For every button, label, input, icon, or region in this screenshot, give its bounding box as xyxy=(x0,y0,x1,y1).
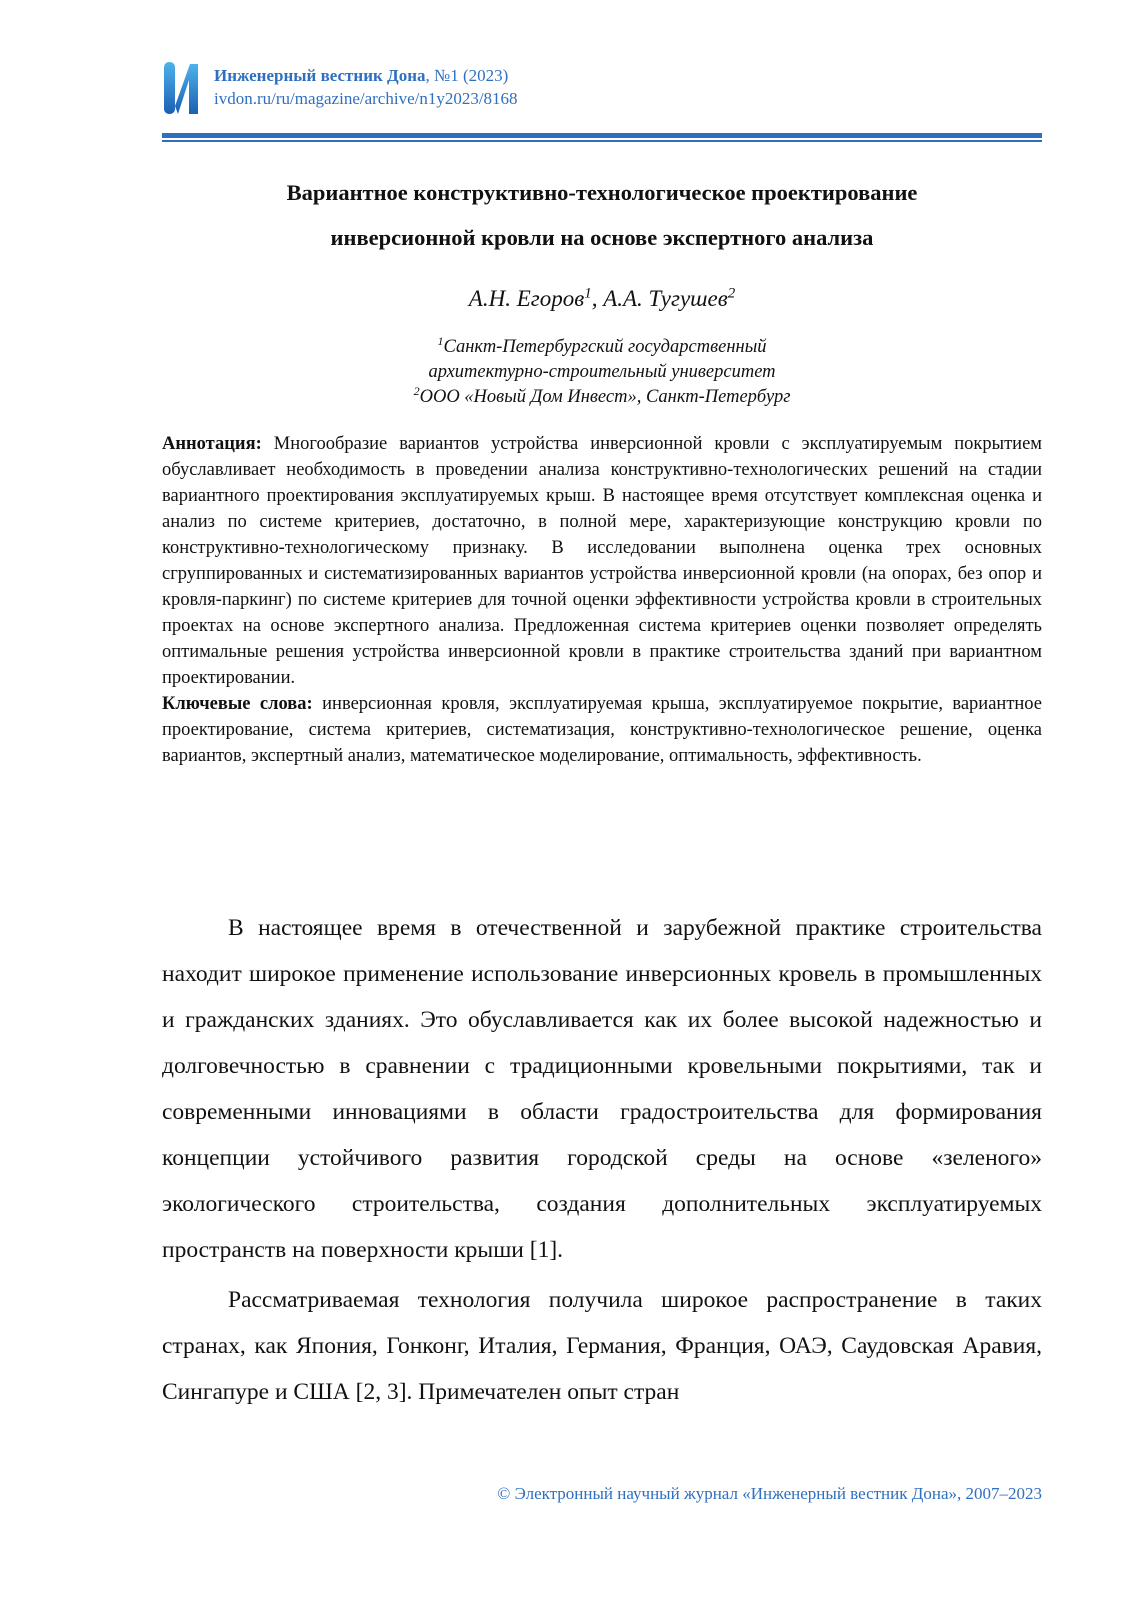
author-separator: , xyxy=(591,286,604,311)
journal-logo-icon xyxy=(162,58,200,116)
keywords-label: Ключевые слова: xyxy=(162,694,313,714)
affiliation-2 xyxy=(162,385,1042,410)
body-text xyxy=(162,905,1042,1419)
abstract-label: Аннотация: xyxy=(162,434,262,454)
affiliation-1-mark: 1 xyxy=(437,333,444,348)
affiliations xyxy=(162,335,1042,410)
affiliation-1 xyxy=(162,335,1042,360)
header-rule-thin xyxy=(162,140,1042,142)
header-rule-thick xyxy=(162,133,1042,138)
article-title-line-1: Вариантное конструктивно-технологическое проектирование xyxy=(286,180,918,205)
article-title xyxy=(162,170,1042,260)
affiliation-1-line-2: архитектурно-строительный университет xyxy=(428,362,776,382)
journal-name: Инженерный вестник Дона xyxy=(214,66,426,85)
body-paragraph-1: В настоящее время в отечественной и зарубежной практике строительства находит широкое применение использование инверсионных кровель в промышленных и гражданских зданиях. Это обуславливается как их более высокой надежностью и долговечностью в сравнении с традиционными кровельными покрытиями, так и современными инновациями в области градостроительства для формирования концепции устойчивого развития городской среды на основе «зеленого» экологического строительства, создания дополнительных эксплуатируемых пространств на поверхности крыши [1]. xyxy=(162,915,1042,1263)
keywords-text: инверсионная кровля, эксплуатируемая крыша, эксплуатируемое покрытие, вариантное проектирование, система критериев, систематизация, конструктивно-технологическое решение, оценка вариантов, экспертный анализ, математическое моделирование, оптимальность, эффективность. xyxy=(162,694,1042,766)
journal-issue: , №1 (2023) xyxy=(425,66,509,85)
journal-title xyxy=(214,66,508,86)
author-2-affiliation-mark: 2 xyxy=(727,285,736,302)
author-1: А.Н. Егоров xyxy=(468,286,585,311)
keywords xyxy=(162,691,1042,769)
body-paragraph-2: Рассматриваемая технология получила широкое распространение в таких странах, как Япония, Гонконг, Италия, Германия, Франция, ОАЭ, Саудовская Аравия, Сингапуре и США [2, 3]. Примечателен опыт стран xyxy=(162,1287,1042,1405)
affiliation-2-mark: 2 xyxy=(413,383,420,398)
copyright-footer: © Электронный научный журнал «Инженерный вестник Дона», 2007–2023 xyxy=(497,1484,1042,1503)
author-1-affiliation-mark: 1 xyxy=(584,285,592,302)
abstract xyxy=(162,431,1042,691)
article-url[interactable]: ivdon.ru/ru/magazine/archive/n1y2023/8168 xyxy=(214,89,518,108)
affiliation-2-text: ООО «Новый Дом Инвест», Санкт-Петербург xyxy=(419,387,791,407)
journal-header xyxy=(162,58,1042,118)
abstract-block xyxy=(162,431,1042,769)
author-2: А.А. Тугушев xyxy=(603,286,728,311)
authors xyxy=(162,286,1042,312)
affiliation-1-line-1: Санкт-Петербургский государственный xyxy=(443,337,767,357)
abstract-text: Многообразие вариантов устройства инверсионной кровли с эксплуатируемым покрытием обуславливает необходимость в проведении анализа конструктивно-технологических решений на стадии вариантного проектирования эксплуатируемых крыш. В настоящее время отсутствует комплексная оценка и анализ по системе критериев, достаточно, в полной мере, характеризующие конструкцию кровли по конструктивно-технологическому признаку. В исследовании выполнена оценка трех основных сгруппированных и систематизированных вариантов устройства инверсионной кровли (на опорах, без опор и кровля-паркинг) по системе критериев для точной оценки эффективности устройства кровли в строительных проектах на основе экспертного анализа. Предложенная система критериев оценки позволяет определять оптимальные решения устройства инверсионной кровли в практике строительства зданий при вариантном проектировании. xyxy=(162,434,1042,688)
article-title-line-2: инверсионной кровли на основе экспертного анализа xyxy=(330,225,874,250)
